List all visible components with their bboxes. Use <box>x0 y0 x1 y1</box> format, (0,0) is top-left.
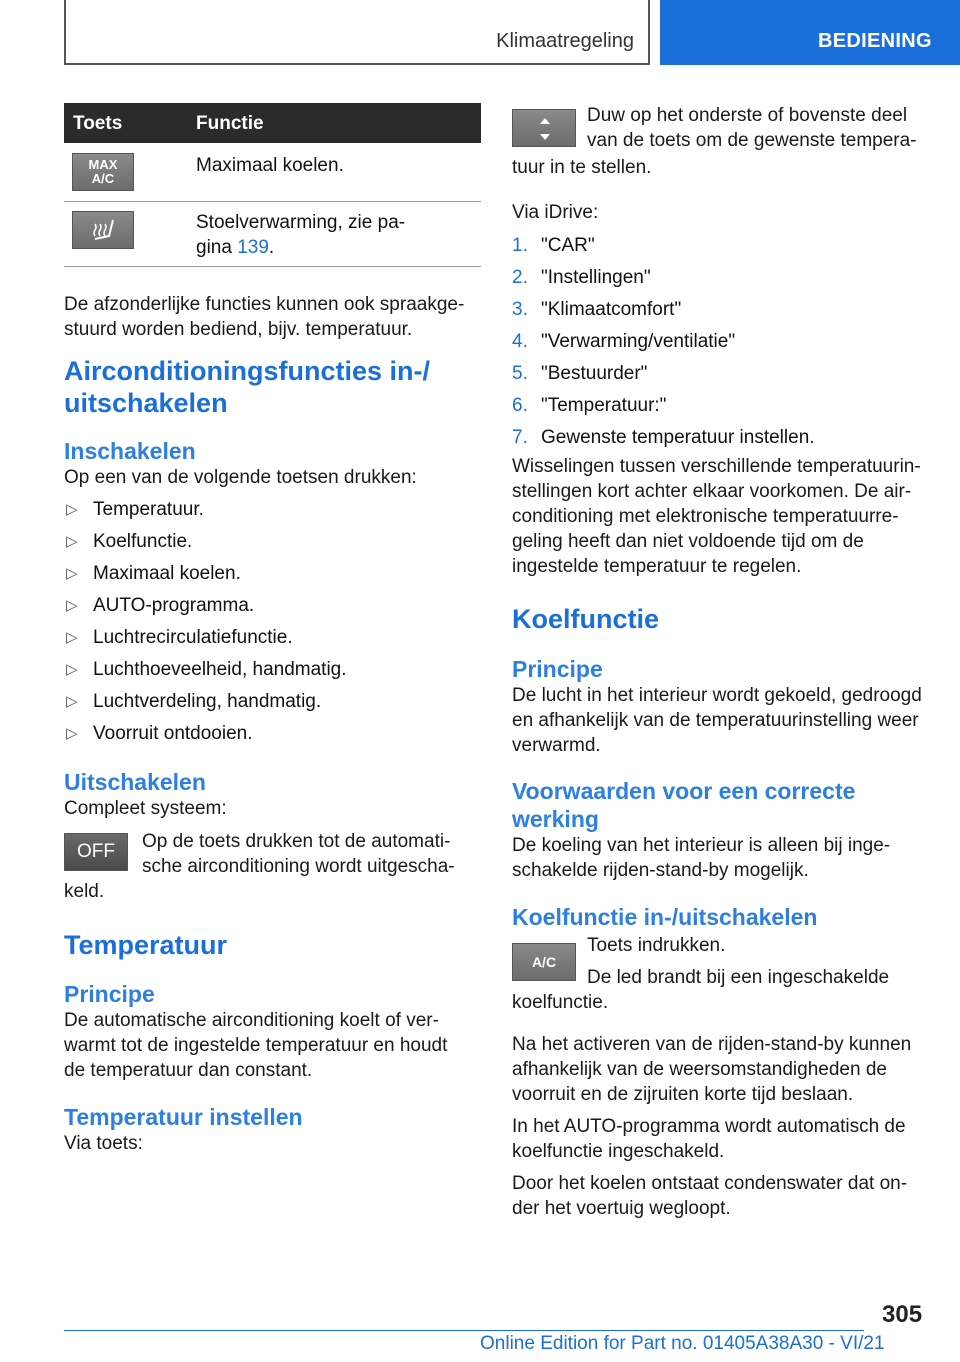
list-item: ▷ Voorruit ontdooien. <box>66 723 253 744</box>
standby-paragraph: Na het activeren van de rijden-stand-by kunnen afhankelijk van de weersomstandigheden de voorruit en de zijruiten korte tijd beslaan. <box>512 1034 912 1105</box>
ac-button-icon: A/C <box>512 943 576 981</box>
footer-edition: Online Edition for Part no. 01405A38A30 - VI/21 <box>480 1333 885 1354</box>
switch-off-text: Compleet systeem: <box>64 798 227 819</box>
list-item: ▷ Luchthoeveelheid, handmatig. <box>66 659 347 680</box>
list-item: 5. "Bestuurder" <box>512 363 648 384</box>
principle-cool-text: De lucht in het interieur wordt gekoeld, gedroogd en afhankelijk van de temperatuurinstelling weer verwarmd. <box>512 685 922 756</box>
heading-switch-off: Uitschakelen <box>64 769 206 795</box>
switch-on-list <box>64 494 481 750</box>
page-link-139[interactable]: 139 <box>237 237 269 258</box>
auto-paragraph: In het AUTO-programma wordt automatisch de koelfunctie ingeschakeld. <box>512 1116 906 1162</box>
up-down-rocker-icon <box>512 109 576 147</box>
list-item: ▷ Temperatuur. <box>66 499 204 520</box>
heading-requirements: Voorwaarden voor een correcte werking <box>512 778 856 832</box>
list-item: ▷ AUTO-programma. <box>66 595 255 616</box>
rocker-description: Duw op het onderste of bovenste deel van de toets om de gewenste tempera- <box>587 105 917 151</box>
off-description: Op de toets drukken tot de automati- sche airconditioning wordt uitgescha- <box>142 831 455 877</box>
intro-paragraph: De afzonderlijke functies kunnen ook spraakge- stuurd worden bediend, bijv. temperatuur. <box>64 294 465 340</box>
off-button-block: OFF Op de toets drukken tot de automati- sche airconditioning wordt uitgescha- keld. <box>64 831 455 902</box>
idrive-steps <box>512 230 930 454</box>
list-item: 1. "CAR" <box>512 235 595 256</box>
list-item: 3. "Klimaatcomfort" <box>512 299 682 320</box>
header-section-title: Klimaatregeling <box>496 30 634 52</box>
table-cell-max-cool: Maximaal koelen. <box>196 155 344 176</box>
heading-ac-functions: Airconditioningsfuncties in-/ uitschakelen <box>64 356 430 418</box>
table-row <box>64 143 481 202</box>
set-temp-text: Via toets: <box>64 1133 143 1154</box>
right-column <box>512 103 930 1221</box>
off-button-icon: OFF <box>64 833 128 871</box>
rocker-block: Duw op het onderste of bovenste deel van de toets om de gewenste tempera- tuur in te stellen. <box>512 105 917 178</box>
switch-on-text: Op een van de volgende toetsen drukken: <box>64 467 417 488</box>
heading-switch-on: Inschakelen <box>64 438 196 464</box>
list-item: 6. "Temperatuur:" <box>512 395 667 416</box>
page-number: 305 <box>882 1301 923 1328</box>
list-item: ▷ Maximaal koelen. <box>66 563 241 584</box>
warning-paragraph: Wisselingen tussen verschillende temperatuurin- stellingen kort achter elkaar voorkomen. De air- conditioning met elektronische temperatuurre- geling heeft dan niet voldoende tijd om de ingestelde temperatuur te regelen. <box>512 456 921 577</box>
heading-cooling-toggle: Koelfunctie in-/uitschakelen <box>512 904 818 930</box>
heading-principle-temp: Principe <box>64 981 155 1007</box>
requirements-text: De koeling van het interieur is alleen bij inge- schakelde rijden-stand-by mogelijk. <box>512 835 891 881</box>
table-cell-seat-heating: Stoelverwarming, zie pa- gina 139. <box>196 212 406 258</box>
list-item: 7. Gewenste temperatuur instellen. <box>512 427 815 448</box>
heading-cooling: Koelfunctie <box>512 604 660 634</box>
function-table <box>64 103 481 267</box>
idrive-text: Via iDrive: <box>512 202 599 223</box>
header-chapter-title: BEDIENING <box>818 30 932 52</box>
list-item: ▷ Koelfunctie. <box>66 531 193 552</box>
footer-divider <box>64 1330 864 1331</box>
table-header <box>64 103 481 143</box>
seat-heating-icon <box>72 211 134 249</box>
header-chapter-tab[interactable] <box>660 0 960 65</box>
principle-temp-text: De automatische airconditioning koelt of ver- warmt tot de ingestelde temperatuur en houdt de temperatuur dan constant. <box>64 1010 448 1081</box>
heading-set-temperature: Temperatuur instellen <box>64 1104 303 1130</box>
header-section-box <box>64 0 650 65</box>
heading-temperature: Temperatuur <box>64 930 228 960</box>
list-item: 4. "Verwarming/ventilatie" <box>512 331 736 352</box>
list-item: ▷ Luchtverdeling, handmatig. <box>66 691 322 712</box>
list-item: 2. "Instellingen" <box>512 267 651 288</box>
max-ac-icon: MAX A/C <box>72 153 134 191</box>
heading-principle-cool: Principe <box>512 656 603 682</box>
ac-button-block: A/C Toets indrukken. De led brandt bij een ingeschakelde koelfunctie. <box>512 935 890 1013</box>
table-header-function: Functie <box>196 113 264 134</box>
condensation-paragraph: Door het koelen ontstaat condenswater dat on- der het voertuig wegloopt. <box>512 1173 908 1219</box>
table-header-key: Toets <box>73 113 123 134</box>
left-column <box>64 103 481 1156</box>
table-row <box>64 202 481 267</box>
list-item: ▷ Luchtrecirculatiefunctie. <box>66 627 293 648</box>
